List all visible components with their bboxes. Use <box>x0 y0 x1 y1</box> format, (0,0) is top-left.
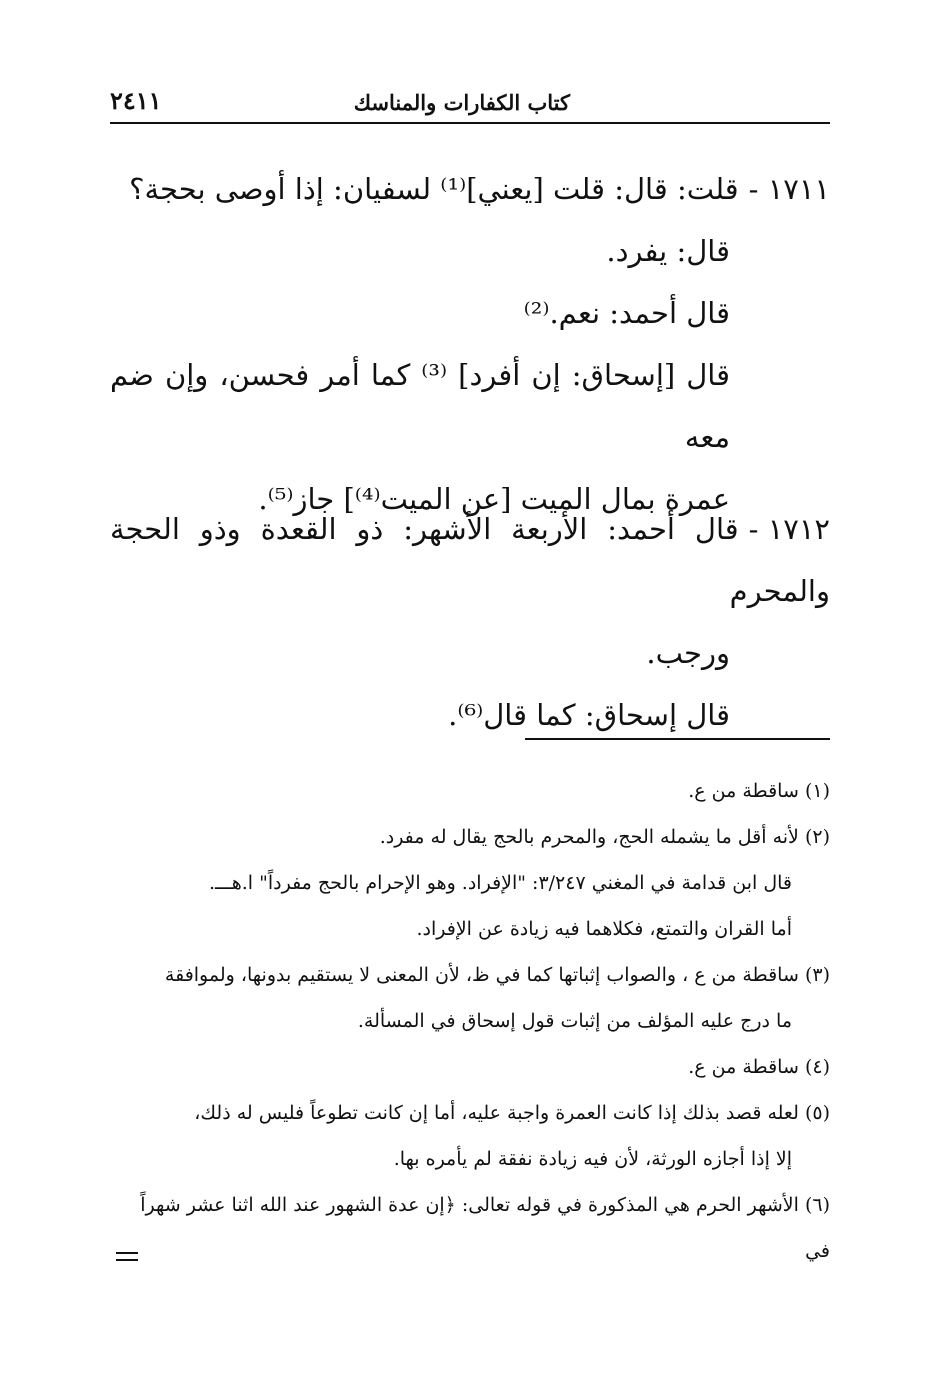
page-header <box>110 82 830 124</box>
page-number: ٢٤١١ <box>110 86 162 115</box>
entry-line: قال إسحاق: كما قال⁽⁶⁾. <box>448 698 730 732</box>
footnote-1: (١) ساقطة من ع. <box>688 780 830 802</box>
entry-1711 <box>110 158 830 530</box>
footnote-2: (٢) لأنه أقل ما يشمله الحج، والمحرم بالحج يقال له مفرد. قال ابن قدامة في المغني ٣/٢٤٧: "الإفراد. وهو الإحرام بالحج مفرداً" ا.هـــ. أما القران والتمتع، فكلاهما فيه زيادة عن الإفراد. <box>208 826 830 940</box>
entry-number: ١٧١٢ - <box>748 512 830 546</box>
continuation-mark <box>116 1252 138 1266</box>
book-title: كتاب الكفارات والمناسك <box>353 90 570 115</box>
entry-line: ١٧١١ -قلت: قال: قلت [يعني]⁽¹⁾ لسفيان: إذا أوصى بحجة؟ <box>110 158 830 220</box>
entry-1712 <box>110 498 830 746</box>
entry-line: ورجب. <box>646 636 730 670</box>
footnotes <box>110 768 830 1274</box>
entry-line: قال [إسحاق: إن أفرد] ⁽³⁾ كما أمر فحسن، وإن ضم معه <box>110 358 730 454</box>
footnote-6: (٦) الأشهر الحرم هي المذكورة في قوله تعالى: ﴿إن عدة الشهور عند الله اثنا عشر شهراً في <box>140 1194 830 1262</box>
entry-line: قال: يفرد. <box>606 234 730 268</box>
entry-line: قال أحمد: نعم.⁽²⁾ <box>523 296 730 330</box>
footnote-3: (٣) ساقطة من ع ، والصواب إثباتها كما في ظ، لأن المعنى لا يستقيم بدونها، ولموافقة ما درج عليه المؤلف من إثبات قول إسحاق في المسألة. <box>164 964 830 1032</box>
footnote-5: (٥) لعله قصد بذلك إذا كانت العمرة واجبة عليه، أما إن كانت تطوعاً فليس له ذلك، إلا إذا أجازه الورثة، لأن فيه زيادة نفقة لم يأمره بها. <box>194 1102 830 1170</box>
entry-line: عمرة بمال الميت [عن الميت⁽⁴⁾] جاز⁽⁵⁾. <box>258 482 730 516</box>
entry-number: ١٧١١ - <box>748 172 830 206</box>
entry-line: ١٧١٢ -قال أحمد: الأربعة الأشهر: ذو القعدة وذو الحجة والمحرم <box>110 498 830 622</box>
footnote-4: (٤) ساقطة من ع. <box>688 1056 830 1078</box>
footnote-separator <box>525 738 830 740</box>
